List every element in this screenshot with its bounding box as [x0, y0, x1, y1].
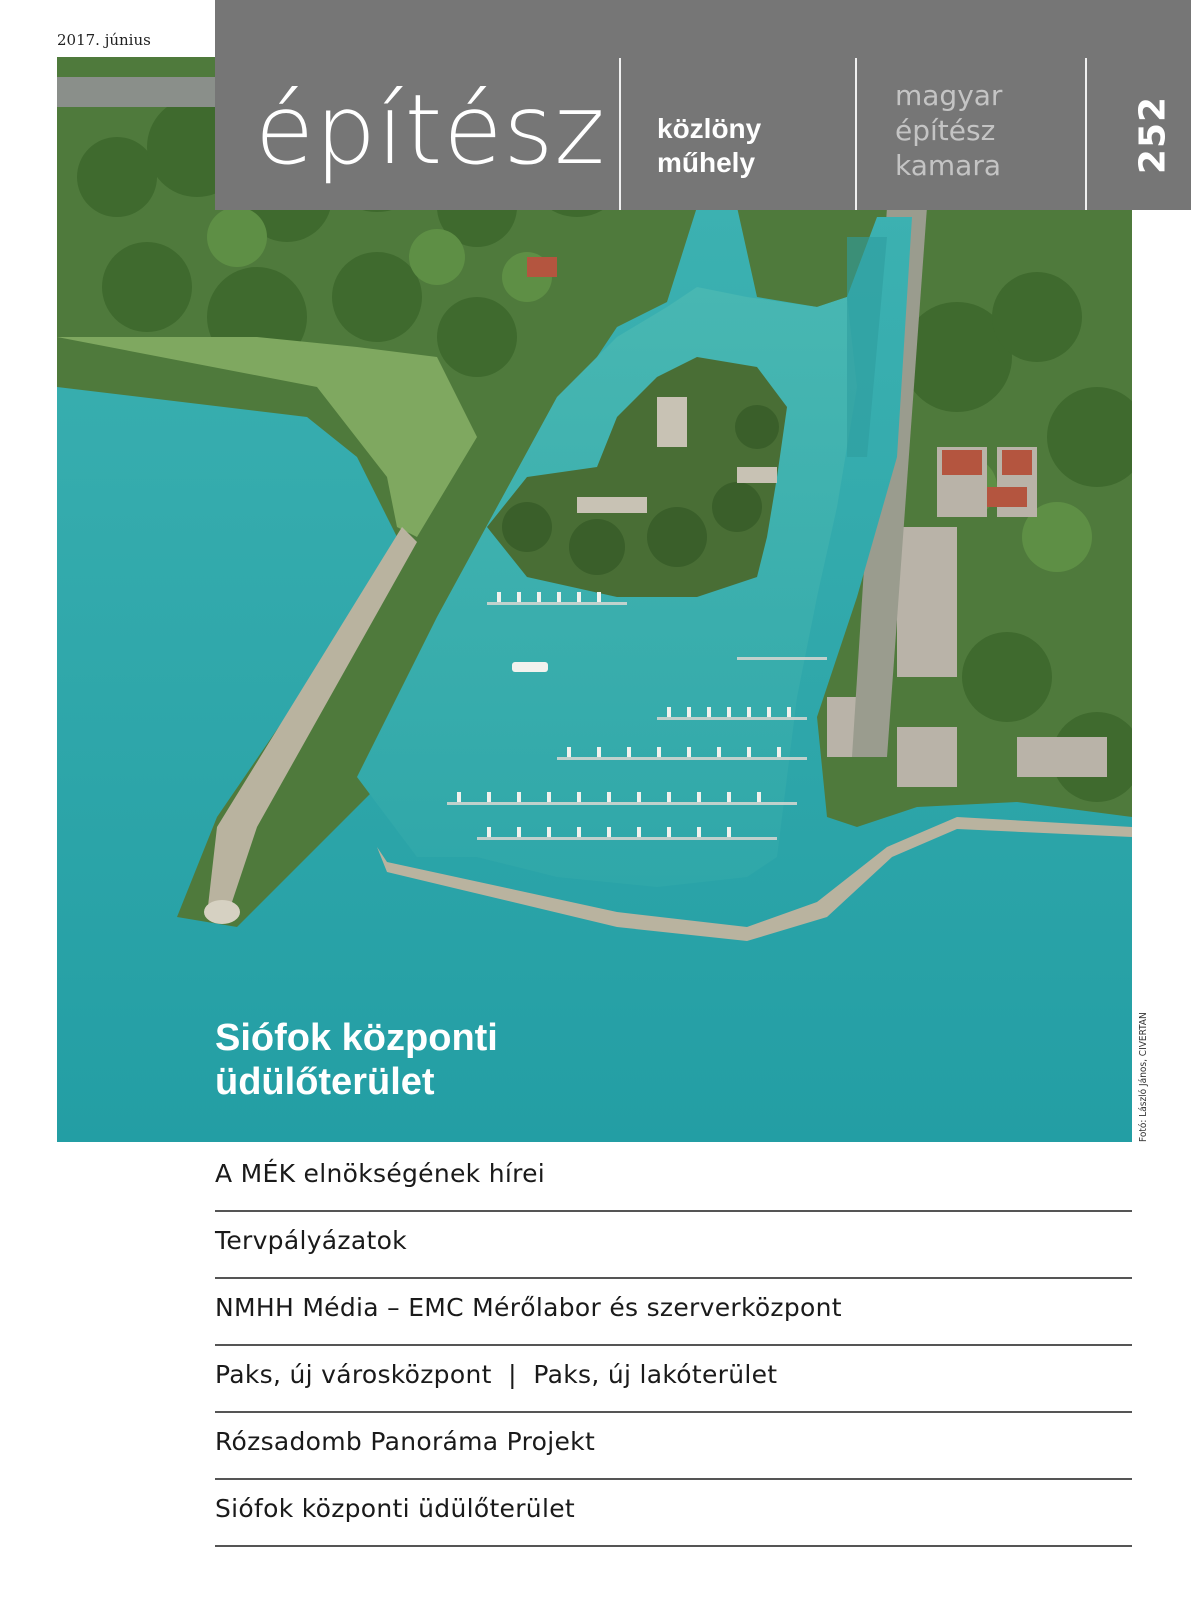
publisher-name: [895, 78, 1002, 183]
toc-item-label: Paks, új városközpont | Paks, új lakóterület: [215, 1360, 778, 1389]
photo-credit-text: Fotó: László János, CIVERTAN: [1138, 1012, 1149, 1142]
toc-item-label: NMHH Média – EMC Mérőlabor és szerverközpont: [215, 1293, 842, 1322]
toc-item-label: Tervpályázatok: [215, 1226, 407, 1255]
toc-item[interactable]: [215, 1413, 1132, 1480]
publisher-line-1: magyar: [895, 79, 1003, 112]
toc-item[interactable]: [215, 1212, 1132, 1279]
toc-item[interactable]: [215, 1346, 1132, 1413]
masthead-divider: [619, 58, 621, 210]
masthead-divider: [1085, 58, 1087, 210]
issue-date: 2017. június: [57, 31, 151, 49]
masthead: [215, 0, 1191, 210]
cover-caption: [215, 1016, 498, 1104]
issue-number: [1123, 70, 1183, 200]
caption-line-2: üdülőterület: [215, 1061, 435, 1103]
toc-item[interactable]: [215, 1145, 1132, 1212]
magazine-title: építész: [255, 74, 606, 186]
subtitle-line-2: műhely: [657, 147, 756, 178]
publisher-line-2: építész: [895, 114, 996, 147]
toc-item-label: Rózsadomb Panoráma Projekt: [215, 1427, 596, 1456]
caption-line-1: Siófok központi: [215, 1017, 498, 1059]
toc-item-label: Siófok központi üdülőterület: [215, 1494, 575, 1523]
cover-photo: [57, 57, 1132, 1142]
toc-item[interactable]: [215, 1279, 1132, 1346]
masthead-subtitle: [657, 112, 761, 180]
publisher-line-3: kamara: [895, 149, 1001, 182]
issue-number-text: 252: [1132, 95, 1174, 175]
toc-item[interactable]: [215, 1480, 1132, 1547]
toc-item-label: A MÉK elnökségének hírei: [215, 1159, 546, 1188]
masthead-divider: [855, 58, 857, 210]
subtitle-line-1: közlöny: [657, 113, 762, 144]
table-of-contents: [215, 1145, 1132, 1547]
